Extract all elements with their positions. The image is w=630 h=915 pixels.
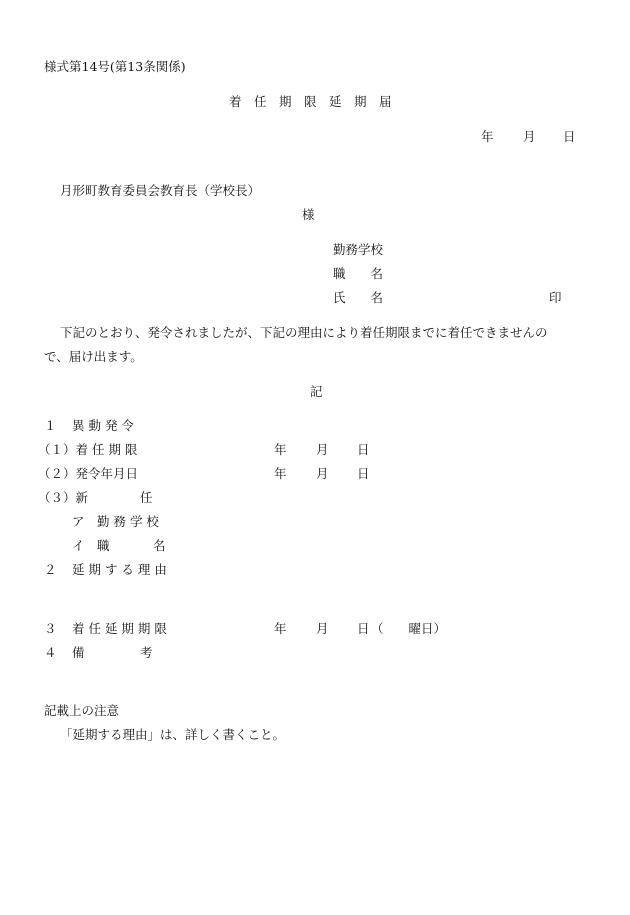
- sub3-label: （３）新: [38, 490, 89, 505]
- date-month-label: 月: [523, 129, 536, 144]
- addressee-honorific: 様: [302, 207, 315, 222]
- document-title: 着 任 期 限 延 期 届: [229, 94, 392, 109]
- sub2-label: （２）発令年月日: [38, 466, 139, 481]
- item3-month: 月: [316, 621, 329, 636]
- position-label: 職 名: [333, 266, 384, 281]
- sub2-month: 月: [316, 466, 329, 481]
- item2-label: 延 期 す る 理 由: [72, 562, 167, 577]
- ki-heading: 記: [310, 384, 323, 399]
- form-number: 様式第14号(第13条関係): [44, 59, 186, 74]
- item2-number: ２: [44, 562, 57, 577]
- seal-mark: 印: [549, 290, 562, 305]
- sub1-month: 月: [316, 442, 329, 457]
- notes-heading: 記載上の注意: [44, 703, 120, 718]
- addressee: 月形町教育委員会教育長（学校長）: [60, 183, 261, 198]
- sub3-label-end: 任: [140, 490, 153, 505]
- item3-year: 年: [274, 621, 287, 636]
- body-text-line1: 下記のとおり、発令されましたが、下記の理由により着任期限までに着任できませんの: [60, 325, 548, 340]
- item3-weekday: （ 曜日）: [371, 621, 447, 636]
- item1-number: １: [44, 418, 57, 433]
- item4-number: ４: [44, 645, 57, 660]
- sub3b-label-end: 名: [153, 538, 166, 553]
- item1-label: 異 動 発 令: [72, 418, 134, 433]
- sub3b-label: イ 職: [72, 538, 110, 553]
- school-label: 勤務学校: [333, 242, 384, 257]
- sub1-label: （１）着 任 期 限: [38, 442, 138, 457]
- sub2-year: 年: [274, 466, 287, 481]
- date-year-label: 年: [481, 129, 494, 144]
- name-label: 氏 名: [333, 290, 384, 305]
- sub1-day: 日: [357, 442, 370, 457]
- date-day-label: 日: [563, 129, 576, 144]
- item4-label: 備: [72, 645, 85, 660]
- item3-number: ３: [44, 621, 57, 636]
- item4-label-end: 考: [140, 645, 153, 660]
- notes-text: 「延期する理由」は、詳しく書くこと。: [60, 727, 286, 742]
- body-text-line2: で、届け出ます。: [44, 349, 143, 364]
- item3-label: 着 任 延 期 期 限: [72, 621, 167, 636]
- item3-day: 日: [357, 621, 370, 636]
- sub1-year: 年: [274, 442, 287, 457]
- sub2-day: 日: [357, 466, 370, 481]
- sub3a-label: ア 勤 務 学 校: [72, 514, 159, 529]
